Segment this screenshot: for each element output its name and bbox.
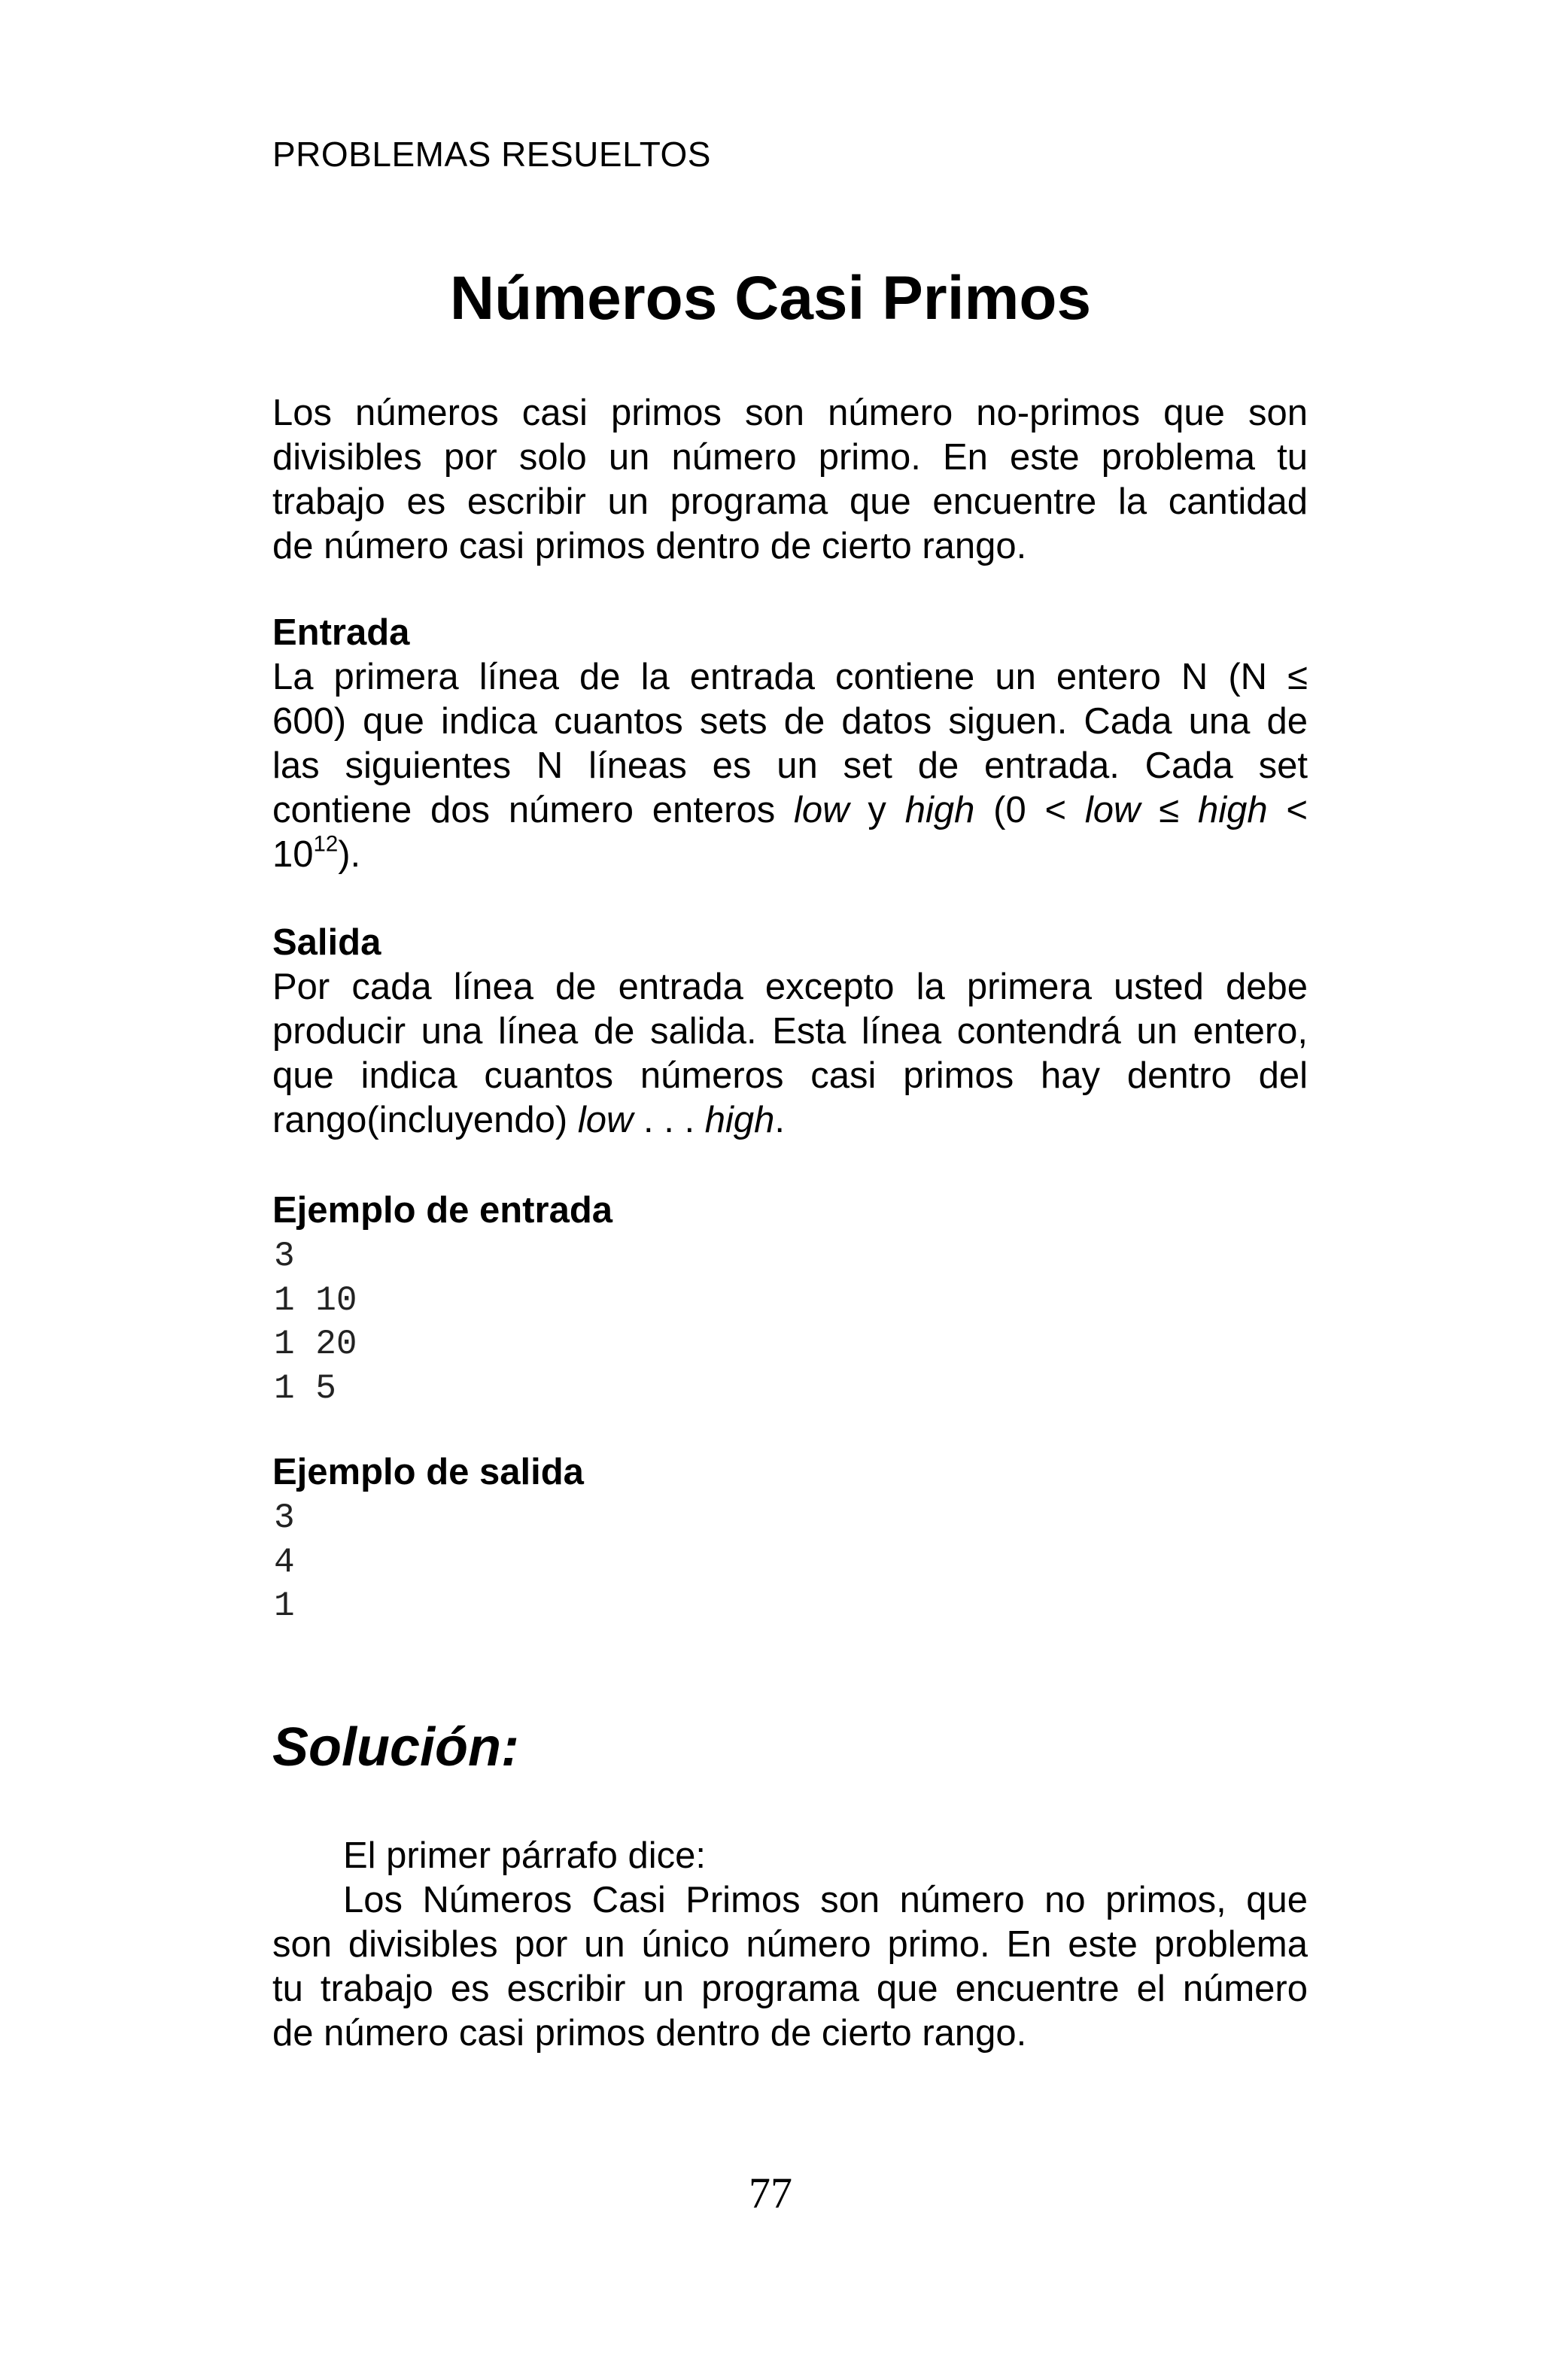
var-low: low — [577, 1100, 634, 1140]
intro-line: Los números casi primos son número no-primos que son — [272, 393, 1308, 433]
salida-line: producir una línea de salida. Esta línea contendrá un entero, — [272, 1011, 1308, 1052]
var-low: low — [1084, 790, 1141, 830]
solution-line: tu trabajo es escribir un programa que encuentre el número — [272, 1969, 1308, 2009]
power-exponent: 12 — [313, 831, 339, 857]
entrada-section — [272, 611, 1308, 877]
var-high: high — [904, 790, 975, 830]
ejemplo-entrada-heading: Ejemplo de entrada — [272, 1190, 613, 1231]
solution-line: Los Números Casi Primos son número no primos, que — [343, 1880, 1308, 1920]
code-line: 1 5 — [274, 1368, 336, 1408]
code-line: 3 — [274, 1498, 295, 1538]
entrada-line-vars — [272, 788, 1308, 833]
text-segment: . . . — [633, 1100, 705, 1140]
power-base: 10 — [272, 834, 314, 875]
text-segment: . — [774, 1100, 785, 1140]
solution-line: de número casi primos dentro de cierto rango. — [272, 2013, 1027, 2054]
var-high: high — [704, 1100, 775, 1140]
solution-paragraph — [272, 1834, 1308, 2056]
solution-title: Solución: — [272, 1717, 519, 1777]
entrada-line: La primera línea de la entrada contiene un entero N (N ≤ — [272, 657, 1308, 697]
ejemplo-entrada-heading-wrap — [272, 1188, 1308, 1233]
salida-line: que indica cuantos números casi primos hay dentro del — [272, 1055, 1308, 1096]
code-line: 1 20 — [274, 1325, 357, 1364]
salida-line: Por cada línea de entrada excepto la primera usted debe — [272, 967, 1308, 1007]
ejemplo-entrada-code — [274, 1234, 357, 1410]
text-segment: rango(incluyendo) — [272, 1100, 578, 1140]
entrada-line-power — [272, 833, 1308, 877]
intro-paragraph — [272, 391, 1308, 569]
text-segment: < — [1267, 790, 1308, 830]
text-segment: ). — [338, 834, 361, 875]
running-header: PROBLEMAS RESUELTOS — [272, 135, 711, 174]
code-line: 3 — [274, 1237, 295, 1276]
salida-section — [272, 921, 1308, 1143]
entrada-line: 600) que indica cuantos sets de datos siguen. Cada una de — [272, 701, 1308, 742]
text-segment: ≤ — [1140, 790, 1198, 830]
entrada-line: las siguientes N líneas es un set de entrada. Cada set — [272, 745, 1308, 786]
intro-line: de número casi primos dentro de cierto rango. — [272, 526, 1027, 566]
ejemplo-salida-heading-wrap — [272, 1450, 1308, 1495]
var-high: high — [1197, 790, 1268, 830]
intro-line: divisibles por solo un número primo. En este problema tu — [272, 437, 1308, 478]
salida-line-range — [272, 1098, 1308, 1143]
intro-line: trabajo es escribir un programa que encuentre la cantidad — [272, 481, 1308, 522]
code-line: 1 — [274, 1586, 295, 1626]
text-segment: y — [849, 790, 905, 830]
code-line: 1 10 — [274, 1280, 357, 1320]
text-segment: contiene dos número enteros — [272, 790, 795, 830]
ejemplo-salida-heading: Ejemplo de salida — [272, 1452, 584, 1492]
var-low: low — [794, 790, 850, 830]
salida-heading: Salida — [272, 922, 381, 963]
ejemplo-salida-code — [274, 1496, 295, 1629]
entrada-heading: Entrada — [272, 612, 410, 653]
text-segment: (0 < — [974, 790, 1085, 830]
page-title: Números Casi Primos — [449, 264, 1092, 332]
page-number: 77 — [749, 2169, 792, 2218]
solution-line: son divisibles por un único número primo. En este problema — [272, 1924, 1308, 1965]
solution-line: El primer párrafo dice: — [343, 1835, 707, 1876]
code-line: 4 — [274, 1542, 295, 1582]
